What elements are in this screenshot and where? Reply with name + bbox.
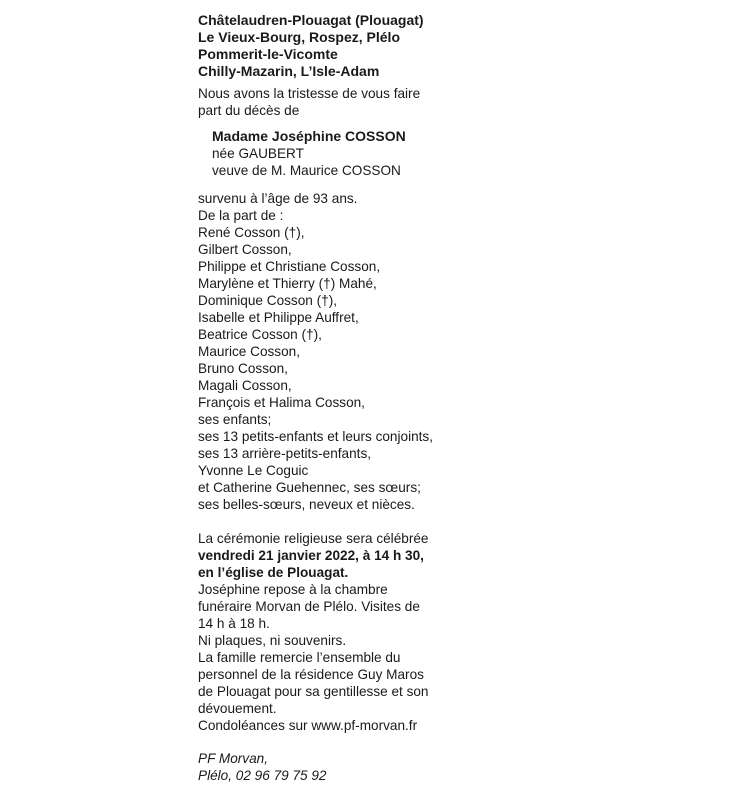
ceremony-block	[198, 530, 458, 734]
condolences-line: Condoléances sur www.pf-morvan.fr	[198, 718, 418, 733]
relatives-line: Philippe et Christiane Cosson,	[198, 259, 381, 274]
ceremony-place: en l’église de Plouagat.	[198, 565, 349, 580]
ceremony-detail-line: personnel de la résidence Guy Maros	[198, 667, 424, 682]
deceased-name: Madame Joséphine COSSON	[212, 128, 406, 144]
ceremony-detail-line: 14 h à 18 h.	[198, 616, 270, 631]
ceremony-detail-line: Joséphine repose à la chambre	[198, 582, 388, 597]
relatives-line: Bruno Cosson,	[198, 361, 288, 376]
place-line: Le Vieux-Bourg, Rospez, Plélo	[198, 29, 401, 45]
ceremony-detail-line: dévouement.	[198, 701, 277, 716]
deceased-maiden-name: née GAUBERT	[212, 146, 304, 161]
relatives-line: Isabelle et Philippe Auffret,	[198, 310, 359, 325]
relatives-line: ses enfants;	[198, 412, 272, 427]
relatives-line: Yvonne Le Coguic	[198, 463, 309, 478]
place-line: Pommerit-le-Vicomte	[198, 46, 338, 62]
places-header	[198, 12, 458, 80]
ceremony-detail-line: de Plouagat pour sa gentillesse et son	[198, 684, 429, 699]
ceremony-detail-line: La famille remercie l’ensemble du	[198, 650, 401, 665]
place-line: Châtelaudren-Plouagat (Plouagat)	[198, 12, 424, 28]
ceremony-detail-line: funéraire Morvan de Plélo. Visites de	[198, 599, 420, 614]
relatives-line: ses 13 arrière-petits-enfants,	[198, 446, 372, 461]
intro-text	[198, 85, 458, 119]
relatives-line: Marylène et Thierry (†) Mahé,	[198, 276, 377, 291]
relatives-line: ses belles-sœurs, neveux et nièces.	[198, 497, 415, 512]
signature-line: Plélo, 02 96 79 75 92	[198, 768, 327, 783]
relatives-line: ses 13 petits-enfants et leurs conjoints,	[198, 429, 433, 444]
relatives-list	[198, 190, 458, 513]
deceased-block	[198, 128, 458, 179]
relatives-line: Magali Cosson,	[198, 378, 292, 393]
relatives-line: Beatrice Cosson (†),	[198, 327, 322, 342]
relatives-line: Dominique Cosson (†),	[198, 293, 338, 308]
deceased-widow-of: veuve de M. Maurice COSSON	[212, 163, 401, 178]
relatives-line: René Cosson (†),	[198, 225, 305, 240]
relatives-line: De la part de :	[198, 208, 284, 223]
relatives-line: Maurice Cosson,	[198, 344, 300, 359]
relatives-line: survenu à l’âge de 93 ans.	[198, 191, 358, 206]
relatives-line: Gilbert Cosson,	[198, 242, 292, 257]
ceremony-intro: La cérémonie religieuse sera célébrée	[198, 531, 429, 546]
ceremony-date: vendredi 21 janvier 2022, à 14 h 30,	[198, 548, 424, 563]
ceremony-detail-line: Ni plaques, ni souvenirs.	[198, 633, 347, 648]
intro-line: part du décès de	[198, 103, 300, 118]
place-line: Chilly-Mazarin, L’Isle-Adam	[198, 63, 380, 79]
obituary-notice	[198, 12, 458, 784]
intro-line: Nous avons la tristesse de vous faire	[198, 86, 421, 101]
relatives-line: François et Halima Cosson,	[198, 395, 365, 410]
signature-block	[198, 750, 458, 784]
signature-line: PF Morvan,	[198, 751, 269, 766]
relatives-line: et Catherine Guehennec, ses sœurs;	[198, 480, 421, 495]
